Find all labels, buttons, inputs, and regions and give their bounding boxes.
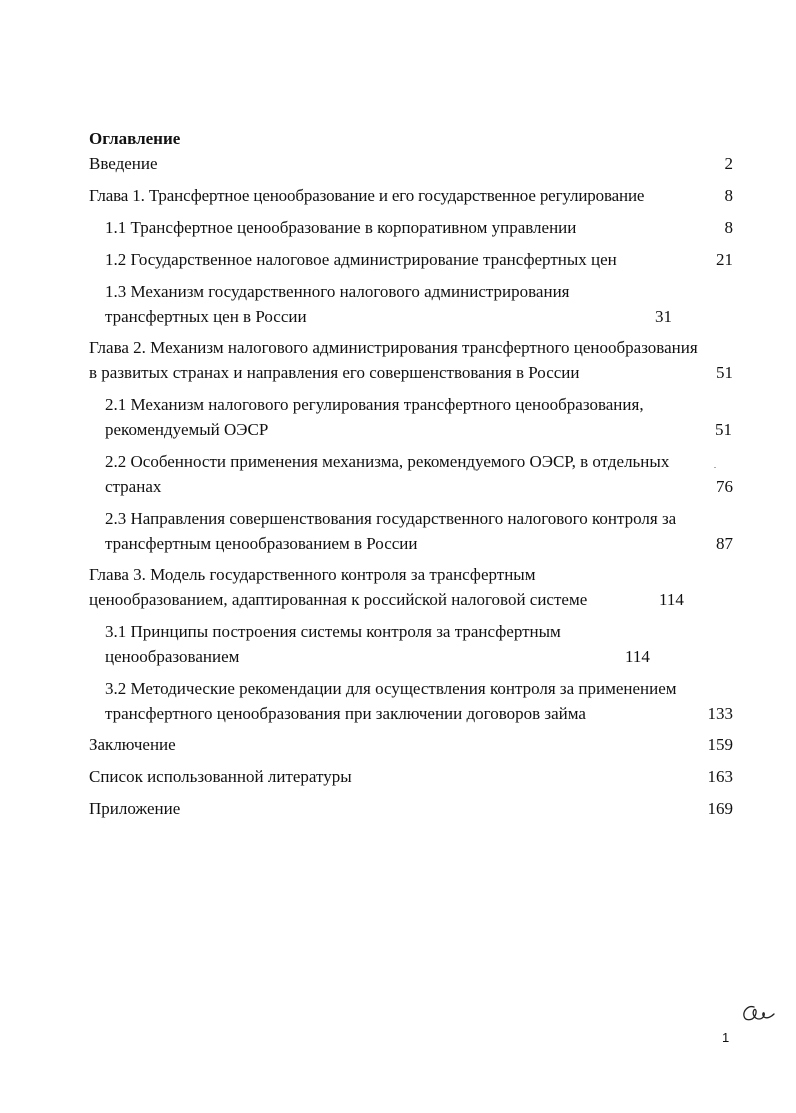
toc-entry-text: 2.1 Механизм налогового регулирования трансфертного ценообразования, рекомендуемый ОЭСР (105, 395, 644, 439)
toc-entry-text: 2.2 Особенности применения механизма, рекомендуемого ОЭСР, в отдельных странах (105, 452, 670, 496)
toc-entry-chapter-2 (89, 335, 733, 385)
table-of-contents (89, 126, 733, 821)
signature-mark (740, 1002, 776, 1024)
toc-entry-page: 8 (724, 218, 733, 237)
toc-entry-text: 3.1 Принципы построения системы контроля за трансфертным ценообразованием (105, 622, 561, 666)
toc-entry-page: 133 (707, 704, 733, 723)
toc-entry-page: 76 (716, 477, 733, 496)
toc-entry-page: 2 (724, 154, 733, 173)
toc-entry-chapter-1 (89, 183, 733, 208)
toc-entry-text: Список использованной литературы (89, 767, 352, 786)
toc-entry-section-2-2 (105, 449, 733, 499)
toc-entry-text: Приложение (89, 799, 181, 818)
toc-entry-section-3-1 (105, 619, 733, 669)
scan-speck (714, 467, 716, 468)
toc-entry-text: Глава 3. Модель государственного контроля за трансфертным ценообразованием, адаптированная к российской налоговой системе (89, 565, 588, 609)
toc-entry-page: 31 (655, 307, 672, 326)
toc-entry-page: 114 (625, 647, 650, 666)
toc-entry-section-2-1 (105, 392, 733, 442)
toc-entry-page: 51 (716, 363, 733, 382)
toc-entry-section-1-1 (105, 215, 733, 240)
toc-entry-page: 169 (707, 799, 733, 818)
toc-entry-section-1-2 (105, 247, 733, 272)
toc-entry-text: 2.3 Направления совершенствования государственного налогового контроля за трансфертным ценообразованием в России (105, 509, 677, 553)
toc-entry-page: 163 (707, 767, 733, 786)
toc-entry-section-2-3 (105, 506, 733, 556)
toc-entry-bibliography (89, 764, 733, 789)
toc-entry-text: Глава 2. Механизм налогового администрирования трансфертного ценообразования в развитых странах и направления его совершенствования в России (89, 338, 698, 382)
toc-entry-chapter-3 (89, 562, 733, 612)
toc-entry-text: Глава 1. Трансфертное ценообразование и его государственное регулирование (89, 186, 645, 205)
toc-entry-text: 1.2 Государственное налоговое администрирование трансфертных цен (105, 250, 617, 269)
toc-entry-text: 3.2 Методические рекомендации для осуществления контроля за применением трансфертного ценообразования при заключении договоров займа (105, 679, 677, 723)
toc-entry-introduction (89, 151, 733, 176)
toc-entry-text: Введение (89, 154, 158, 173)
toc-title: Оглавление (89, 129, 181, 148)
page-number: 1 (722, 1030, 730, 1045)
toc-entry-page: 114 (659, 590, 684, 609)
toc-entry-section-3-2 (105, 676, 733, 726)
toc-entry-section-1-3 (105, 279, 733, 329)
toc-entry-text: 1.1 Трансфертное ценообразование в корпоративном управлении (105, 218, 577, 237)
toc-entry-text: Заключение (89, 735, 176, 754)
toc-entry-page: 21 (716, 250, 733, 269)
toc-entry-page: 159 (707, 735, 733, 754)
toc-entry-page: 8 (724, 186, 733, 205)
toc-entry-conclusion (89, 732, 733, 757)
toc-entry-page: 87 (716, 534, 733, 553)
toc-entry-appendix (89, 796, 733, 821)
toc-entry-text: 1.3 Механизм государственного налогового администрирования трансфертных цен в России (105, 282, 570, 326)
toc-entry-page: 51 (715, 420, 732, 439)
